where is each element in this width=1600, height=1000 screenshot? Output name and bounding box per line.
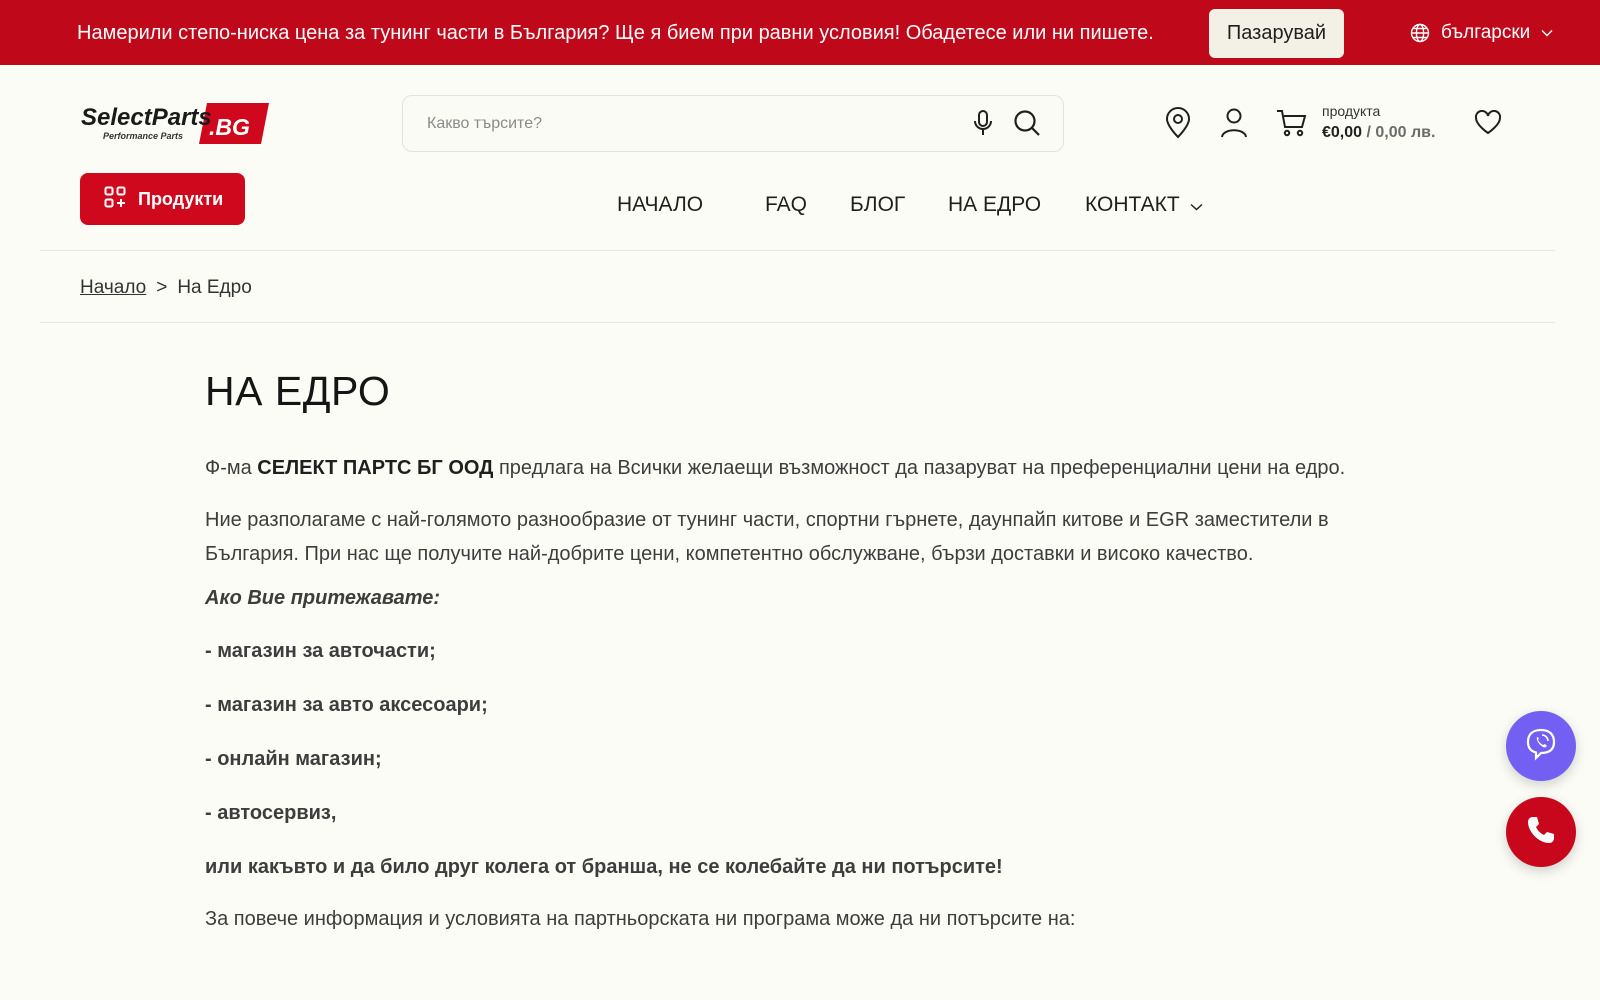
intro-rest: предлага на Всички желаещи възможност да пазаруват на преференциални цени на едро. — [493, 457, 1346, 479]
list-item: - онлайн магазин; — [205, 748, 382, 770]
promo-bar — [0, 0, 1600, 65]
page-content — [205, 368, 1385, 931]
viber-icon — [1524, 727, 1558, 766]
divider — [40, 322, 1555, 323]
cart-label: продукта — [1322, 103, 1381, 119]
search-icon[interactable] — [1013, 109, 1041, 142]
logo-tagline: Performance Parts — [103, 131, 184, 141]
search-input[interactable] — [427, 110, 947, 138]
cart-total-bgn: / 0,00 лв. — [1362, 123, 1436, 141]
more-info-line: За повече информация и условията на партньорската ни програма може да ни потърсите на: — [205, 908, 1076, 930]
list-item: - магазин за авто аксесоари; — [205, 694, 488, 716]
nav-link-contact[interactable] — [1085, 193, 1203, 217]
logo-suffix: .BG — [209, 114, 250, 140]
closing-line: или какъвто и да било друг колега от бранша, не се колебайте да ни потърсите! — [205, 856, 1003, 878]
cart-total-eur: €0,00 — [1322, 123, 1363, 141]
shop-now-button[interactable]: Пазарувай — [1209, 9, 1344, 58]
breadcrumb-current: На Едро — [177, 277, 252, 298]
promo-text: Намерили степо-ниска цена за тунинг части в България? Ще я бием при равни условия! Обадетесе или ни пишете. — [77, 22, 1154, 44]
call-button[interactable] — [1506, 797, 1576, 867]
viber-chat-button[interactable] — [1506, 711, 1576, 781]
intro-prefix: Ф-ма — [205, 457, 258, 479]
logo-text: SelectParts — [81, 104, 212, 131]
question-line: Ако Вие притежавате: — [205, 587, 441, 609]
list-item: - автосервиз, — [205, 802, 337, 824]
company-name: СЕЛЕКТ ПАРТС БГ ООД — [257, 457, 494, 479]
cart-summary[interactable] — [1322, 103, 1435, 142]
breadcrumb-home-link[interactable]: Начало — [80, 277, 147, 298]
language-label: български — [1441, 22, 1531, 43]
chevron-down-icon — [1190, 193, 1203, 217]
assortment-paragraph: Ние разполагаме с най-голямото разнообразие от тунинг части, спортни гърнете, даунпайп китове и EGR заместители в България. При нас ще получите най-добрите цени, компетентно обслужване, бързи доставки и високо качество. — [205, 509, 1329, 565]
nav-link-faq[interactable]: FAQ — [765, 193, 808, 216]
microphone-icon[interactable] — [972, 109, 994, 142]
nav-contact-label: КОНТАКТ — [1085, 193, 1180, 216]
site-logo[interactable] — [79, 101, 269, 147]
cart-total — [1322, 123, 1435, 142]
phone-icon — [1525, 814, 1557, 851]
nav-link-blog[interactable]: БЛОГ — [850, 193, 906, 216]
globe-icon — [1410, 23, 1430, 43]
divider — [40, 250, 1555, 251]
location-pin-icon[interactable] — [1164, 107, 1192, 144]
cart-icon[interactable] — [1276, 108, 1308, 143]
search-box — [402, 95, 1064, 152]
breadcrumb-separator: > — [156, 277, 168, 298]
breadcrumb — [80, 277, 252, 299]
main-nav — [0, 193, 1600, 221]
user-icon[interactable] — [1220, 107, 1248, 144]
products-button-label: Продукти — [138, 188, 224, 209]
nav-link-wholesale[interactable]: НА ЕДРО — [948, 193, 1042, 216]
intro-paragraph — [205, 451, 1385, 485]
language-switcher[interactable] — [1410, 20, 1553, 46]
chevron-down-icon — [1541, 29, 1553, 37]
page-title: НА ЕДРО — [205, 368, 391, 414]
heart-icon[interactable] — [1474, 110, 1502, 141]
list-item: - магазин за авточасти; — [205, 640, 436, 662]
nav-link-home[interactable]: НАЧАЛО — [617, 193, 704, 216]
